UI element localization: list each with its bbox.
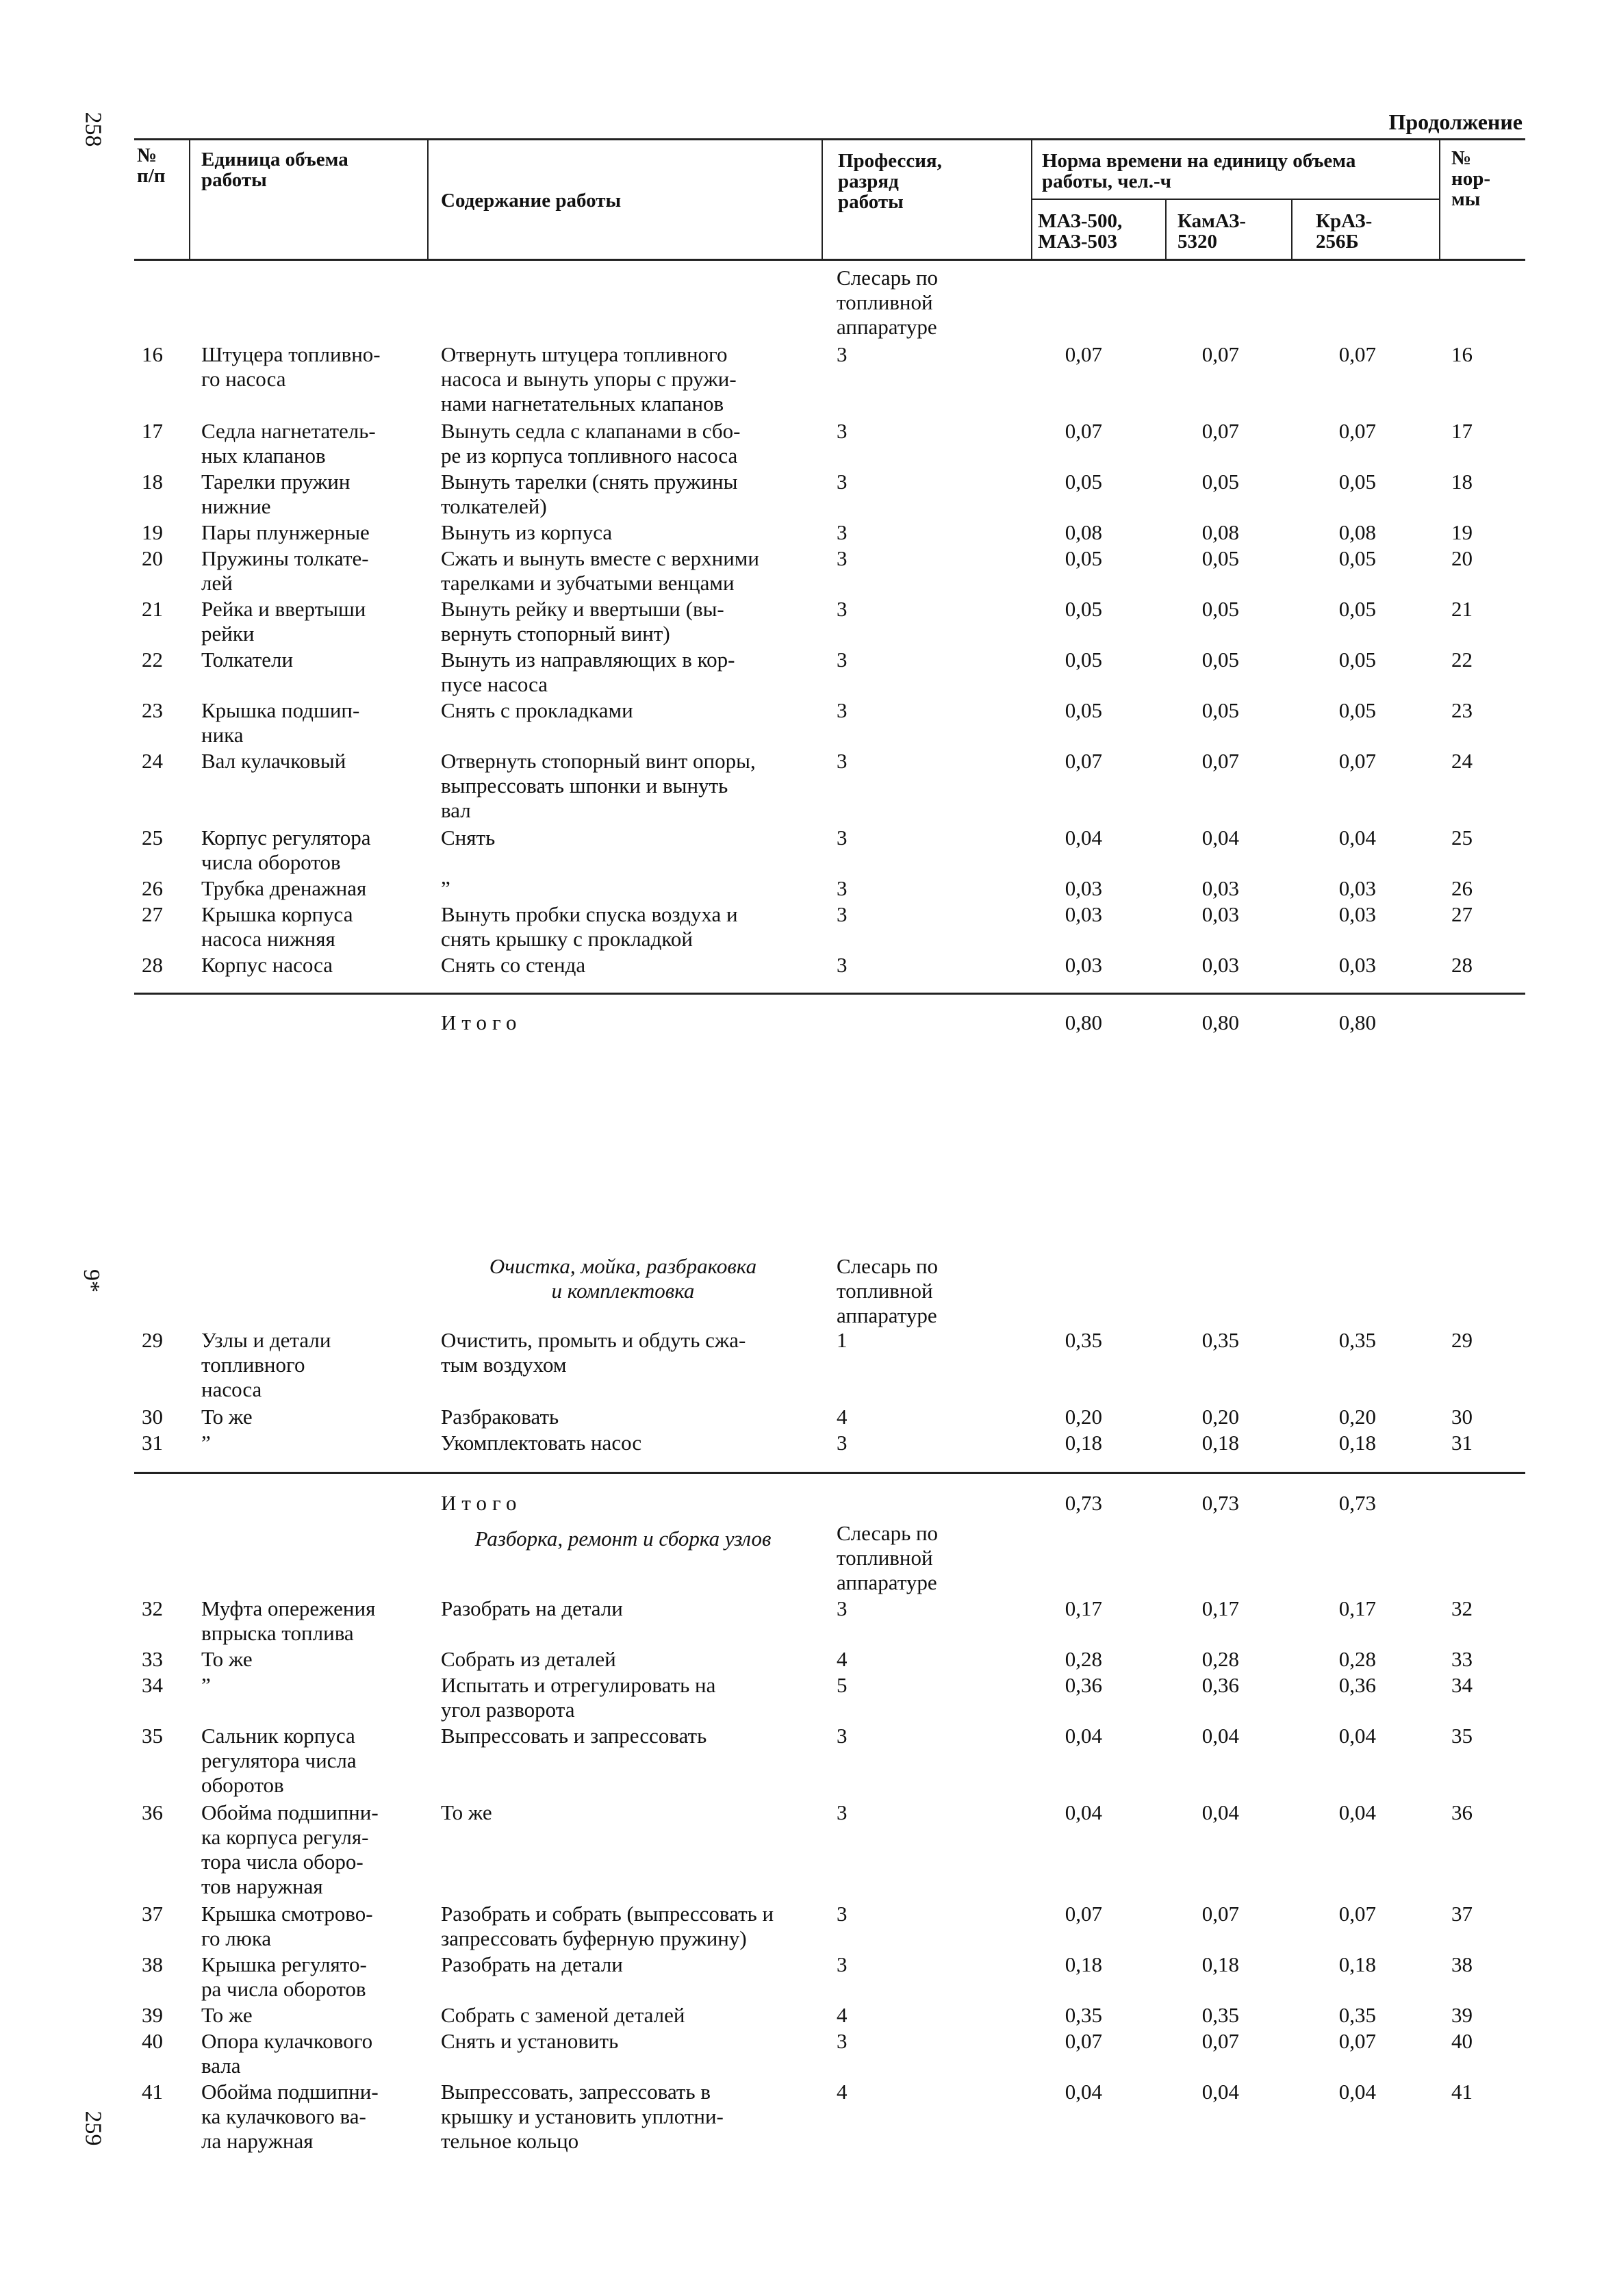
row-norm-number: 41 [1451, 2080, 1473, 2104]
row-maz: 0,07 [1065, 749, 1102, 773]
row-grade: 3 [837, 520, 848, 544]
header-divider-1 [189, 138, 190, 259]
row-number: 21 [142, 597, 163, 621]
row-maz: 0,18 [1065, 1952, 1102, 1976]
row-kamaz: 0,08 [1201, 520, 1239, 544]
row-grade: 3 [837, 953, 848, 977]
row-kraz: 0,03 [1338, 953, 1376, 977]
row-number: 25 [142, 826, 163, 850]
row-kamaz: 0,36 [1201, 1673, 1239, 1697]
row-number: 19 [142, 520, 163, 544]
row-grade: 4 [837, 1405, 848, 1429]
row-kamaz: 0,05 [1201, 648, 1239, 672]
row-unit: Трубка дренажная [201, 876, 367, 900]
header-divider-2 [427, 138, 429, 259]
header-kamaz: КамАЗ- 5320 [1177, 210, 1247, 253]
row-grade: 1 [837, 1328, 848, 1352]
header-kraz: КрАЗ- 256Б [1316, 210, 1373, 253]
row-unit: Крышка подшип- ника [201, 698, 360, 747]
row-unit: Корпус регулятора числа оборотов [201, 826, 371, 874]
row-unit: Муфта опережения впрыска топлива [201, 1596, 376, 1645]
row-maz: 0,35 [1065, 2003, 1102, 2027]
row-number: 36 [142, 1800, 163, 1824]
page-number-top: 258 [80, 112, 106, 147]
row-norm-number: 17 [1451, 419, 1473, 443]
row-grade: 3 [837, 1596, 848, 1620]
row-kamaz: 0,07 [1201, 419, 1239, 443]
row-norm-number: 36 [1451, 1800, 1473, 1824]
header-norm: Норма времени на единицу объема работы, чел.-ч [1042, 150, 1356, 192]
row-number: 31 [142, 1431, 163, 1455]
row-maz: 0,17 [1065, 1596, 1102, 1620]
row-grade: 3 [837, 1724, 848, 1748]
row-number: 37 [142, 1902, 163, 1926]
section-title: Разборка, ремонт и сборка узлов [474, 1527, 772, 1551]
row-number: 33 [142, 1647, 163, 1671]
row-number: 40 [142, 2029, 163, 2053]
row-kamaz: 0,18 [1201, 1952, 1239, 1976]
row-maz: 0,05 [1065, 648, 1102, 672]
row-content: Выпрессовать, запрессовать в крышку и установить уплотни- тельное кольцо [441, 2080, 724, 2153]
row-content: Сжать и вынуть вместе с верхними тарелками и зубчатыми венцами [441, 546, 759, 595]
row-maz: 0,28 [1065, 1647, 1102, 1671]
row-grade: 3 [837, 1952, 848, 1976]
row-kraz: 0,07 [1338, 749, 1376, 773]
row-content: Снять [441, 826, 496, 850]
row-kamaz: 0,05 [1201, 597, 1239, 621]
row-kamaz: 0,04 [1201, 826, 1239, 850]
row-unit: Рейка и ввертыши рейки [201, 597, 366, 646]
row-norm-number: 28 [1451, 953, 1473, 977]
total-kamaz: 0,80 [1201, 1010, 1239, 1034]
row-unit: Толкатели [201, 648, 294, 672]
header-divider-7 [1439, 138, 1440, 259]
row-norm-number: 35 [1451, 1724, 1473, 1748]
row-content: Вынуть пробки спуска воздуха и снять крышку с прокладкой [441, 902, 738, 951]
row-kamaz: 0,03 [1201, 876, 1239, 900]
page-number-middle: 9* [79, 1269, 104, 1292]
row-number: 41 [142, 2080, 163, 2104]
row-kamaz: 0,05 [1201, 698, 1239, 722]
row-maz: 0,04 [1065, 1800, 1102, 1824]
row-kamaz: 0,05 [1201, 546, 1239, 570]
header-unit: Единица объема работы [201, 149, 348, 191]
row-norm-number: 39 [1451, 2003, 1473, 2027]
row-unit: Крышка смотрово- го люка [201, 1902, 373, 1950]
row-norm-number: 27 [1451, 902, 1473, 926]
row-norm-number: 18 [1451, 470, 1473, 494]
total-rule [134, 993, 1525, 995]
row-maz: 0,07 [1065, 419, 1102, 443]
row-grade: 4 [837, 2080, 848, 2104]
row-unit: Пары плунжерные [201, 520, 370, 544]
header-bottom-rule [134, 259, 1525, 261]
row-unit: Узлы и детали топливного насоса [201, 1328, 331, 1401]
total-maz: 0,80 [1065, 1010, 1102, 1034]
row-content: То же [441, 1800, 492, 1824]
row-norm-number: 38 [1451, 1952, 1473, 1976]
row-unit: Тарелки пружин нижние [201, 470, 351, 518]
row-content: Разобрать на детали [441, 1952, 623, 1976]
row-number: 34 [142, 1673, 163, 1697]
row-maz: 0,05 [1065, 546, 1102, 570]
row-kraz: 0,18 [1338, 1952, 1376, 1976]
row-content: Вынуть из направляющих в кор- пусе насоса [441, 648, 735, 696]
row-content: Выпрессовать и запрессовать [441, 1724, 707, 1748]
row-kraz: 0,04 [1338, 826, 1376, 850]
row-kraz: 0,03 [1338, 902, 1376, 926]
row-grade: 3 [837, 1902, 848, 1926]
row-grade: 3 [837, 648, 848, 672]
row-content: Собрать с заменой деталей [441, 2003, 685, 2027]
header-top-rule [134, 138, 1525, 140]
row-content: Снять и установить [441, 2029, 619, 2053]
row-norm-number: 23 [1451, 698, 1473, 722]
row-maz: 0,07 [1065, 2029, 1102, 2053]
row-kamaz: 0,17 [1201, 1596, 1239, 1620]
row-kamaz: 0,28 [1201, 1647, 1239, 1671]
header-divider-5 [1165, 199, 1167, 259]
row-content: Снять со стенда [441, 953, 586, 977]
total-kraz: 0,80 [1338, 1010, 1376, 1034]
row-number: 16 [142, 342, 163, 366]
row-content: Вынуть рейку и ввертыши (вы- вернуть стопорный винт) [441, 597, 724, 646]
row-number: 27 [142, 902, 163, 926]
row-grade: 3 [837, 546, 848, 570]
row-content: Очистить, промыть и обдуть сжа- тым воздухом [441, 1328, 746, 1377]
row-norm-number: 20 [1451, 546, 1473, 570]
row-grade: 3 [837, 2029, 848, 2053]
page-number-bottom: 259 [80, 2110, 106, 2146]
row-maz: 0,03 [1065, 876, 1102, 900]
row-kraz: 0,07 [1338, 419, 1376, 443]
row-kamaz: 0,18 [1201, 1431, 1239, 1455]
row-number: 20 [142, 546, 163, 570]
header-norm-no: № нор- мы [1451, 147, 1490, 210]
row-kraz: 0,03 [1338, 876, 1376, 900]
row-grade: 3 [837, 826, 848, 850]
row-grade: 3 [837, 419, 848, 443]
row-maz: 0,03 [1065, 902, 1102, 926]
row-grade: 3 [837, 1800, 848, 1824]
total-rule [134, 1472, 1525, 1474]
row-kraz: 0,04 [1338, 2080, 1376, 2104]
row-kraz: 0,07 [1338, 1902, 1376, 1926]
row-kraz: 0,35 [1338, 2003, 1376, 2027]
row-number: 38 [142, 1952, 163, 1976]
header-profession: Профессия, разряд работы [838, 150, 942, 213]
row-grade: 4 [837, 2003, 848, 2027]
row-kraz: 0,05 [1338, 698, 1376, 722]
row-grade: 3 [837, 876, 848, 900]
row-unit: Крышка регулято- ра числа оборотов [201, 1952, 367, 2001]
row-grade: 3 [837, 749, 848, 773]
row-norm-number: 40 [1451, 2029, 1473, 2053]
row-grade: 3 [837, 902, 848, 926]
row-maz: 0,18 [1065, 1431, 1102, 1455]
header-divider-6 [1291, 199, 1293, 259]
header-divider-3 [822, 138, 823, 259]
row-kamaz: 0,04 [1201, 2080, 1239, 2104]
row-kraz: 0,05 [1338, 546, 1376, 570]
row-norm-number: 33 [1451, 1647, 1473, 1671]
row-norm-number: 26 [1451, 876, 1473, 900]
row-unit: Корпус насоса [201, 953, 333, 977]
row-norm-number: 30 [1451, 1405, 1473, 1429]
row-content: Разобрать и собрать (выпрессовать и запрессовать буферную пружину) [441, 1902, 774, 1950]
row-unit: То же [201, 2003, 253, 2027]
row-unit: То же [201, 1405, 253, 1429]
total-label: Итого [441, 1010, 522, 1034]
header-content: Содержание работы [441, 190, 622, 212]
total-maz: 0,73 [1065, 1491, 1102, 1515]
row-unit: Штуцера топливно- го насоса [201, 342, 381, 391]
header-divider-4 [1031, 138, 1032, 259]
row-grade: 3 [837, 597, 848, 621]
row-grade: 3 [837, 698, 848, 722]
section-profession: Слесарь по топливной аппаратуре [837, 266, 939, 339]
row-content: Вынуть из корпуса [441, 520, 613, 544]
row-content: Вынуть тарелки (снять пружины толкателей) [441, 470, 738, 518]
row-content: Укомплектовать насос [441, 1431, 642, 1455]
row-maz: 0,35 [1065, 1328, 1102, 1352]
row-number: 26 [142, 876, 163, 900]
row-kraz: 0,36 [1338, 1673, 1376, 1697]
row-kraz: 0,17 [1338, 1596, 1376, 1620]
row-unit: Седла нагнетатель- ных клапанов [201, 419, 376, 468]
section-title: Очистка, мойка, разбраковка и комплектовка [489, 1254, 757, 1303]
row-number: 23 [142, 698, 163, 722]
row-kraz: 0,18 [1338, 1431, 1376, 1455]
row-norm-number: 21 [1451, 597, 1473, 621]
row-maz: 0,20 [1065, 1405, 1102, 1429]
row-kamaz: 0,04 [1201, 1724, 1239, 1748]
row-norm-number: 31 [1451, 1431, 1473, 1455]
row-norm-number: 37 [1451, 1902, 1473, 1926]
row-kraz: 0,05 [1338, 597, 1376, 621]
row-norm-number: 34 [1451, 1673, 1473, 1697]
row-unit: ” [201, 1431, 211, 1455]
row-norm-number: 25 [1451, 826, 1473, 850]
row-grade: 5 [837, 1673, 848, 1697]
row-grade: 4 [837, 1647, 848, 1671]
row-kraz: 0,08 [1338, 520, 1376, 544]
row-maz: 0,05 [1065, 470, 1102, 494]
section-profession: Слесарь по топливной аппаратуре [837, 1521, 939, 1594]
row-kraz: 0,07 [1338, 342, 1376, 366]
row-norm-number: 22 [1451, 648, 1473, 672]
row-number: 35 [142, 1724, 163, 1748]
row-maz: 0,07 [1065, 342, 1102, 366]
row-content: ” [441, 876, 450, 900]
row-number: 24 [142, 749, 163, 773]
header-norm-subrule [1031, 199, 1439, 200]
row-unit: Вал кулачковый [201, 749, 346, 773]
row-unit: Пружины толкате- лей [201, 546, 369, 595]
row-number: 39 [142, 2003, 163, 2027]
row-kamaz: 0,07 [1201, 342, 1239, 366]
row-content: Вынуть седла с клапанами в сбо- ре из корпуса топливного насоса [441, 419, 741, 468]
row-kamaz: 0,03 [1201, 953, 1239, 977]
row-kamaz: 0,20 [1201, 1405, 1239, 1429]
row-number: 30 [142, 1405, 163, 1429]
row-unit: То же [201, 1647, 253, 1671]
row-unit: ” [201, 1673, 211, 1697]
row-content: Отвернуть стопорный винт опоры, выпрессовать шпонки и вынуть вал [441, 749, 756, 822]
row-number: 18 [142, 470, 163, 494]
row-kamaz: 0,05 [1201, 470, 1239, 494]
row-kamaz: 0,07 [1201, 1902, 1239, 1926]
row-maz: 0,05 [1065, 597, 1102, 621]
row-unit: Опора кулачкового вала [201, 2029, 373, 2078]
row-kraz: 0,20 [1338, 1405, 1376, 1429]
row-content: Отвернуть штуцера топливного насоса и вынуть упоры с пружи- нами нагнетательных клапанов [441, 342, 737, 416]
row-content: Собрать из деталей [441, 1647, 616, 1671]
row-kraz: 0,05 [1338, 648, 1376, 672]
row-kamaz: 0,07 [1201, 2029, 1239, 2053]
total-kraz: 0,73 [1338, 1491, 1376, 1515]
row-kraz: 0,28 [1338, 1647, 1376, 1671]
row-maz: 0,04 [1065, 826, 1102, 850]
row-number: 32 [142, 1596, 163, 1620]
row-kraz: 0,04 [1338, 1800, 1376, 1824]
row-number: 17 [142, 419, 163, 443]
row-norm-number: 24 [1451, 749, 1473, 773]
row-number: 22 [142, 648, 163, 672]
total-kamaz: 0,73 [1201, 1491, 1239, 1515]
row-maz: 0,36 [1065, 1673, 1102, 1697]
row-norm-number: 32 [1451, 1596, 1473, 1620]
total-label: Итого [441, 1491, 522, 1515]
row-maz: 0,03 [1065, 953, 1102, 977]
row-content: Испытать и отрегулировать на угол разворота [441, 1673, 716, 1722]
row-kraz: 0,04 [1338, 1724, 1376, 1748]
row-grade: 3 [837, 342, 848, 366]
row-unit: Сальник корпуса регулятора числа оборотов [201, 1724, 357, 1797]
row-number: 29 [142, 1328, 163, 1352]
row-content: Разобрать на детали [441, 1596, 623, 1620]
header-maz: МАЗ-500, МАЗ-503 [1038, 210, 1123, 253]
row-kamaz: 0,04 [1201, 1800, 1239, 1824]
section-profession: Слесарь по топливной аппаратуре [837, 1254, 939, 1327]
row-unit: Обойма подшипни- ка корпуса регуля- тора числа оборо- тов наружная [201, 1800, 379, 1898]
row-content: Снять с прокладками [441, 698, 633, 722]
row-norm-number: 29 [1451, 1328, 1473, 1352]
row-kraz: 0,05 [1338, 470, 1376, 494]
row-norm-number: 19 [1451, 520, 1473, 544]
row-kamaz: 0,07 [1201, 749, 1239, 773]
row-grade: 3 [837, 1431, 848, 1455]
row-kamaz: 0,35 [1201, 1328, 1239, 1352]
row-maz: 0,07 [1065, 1902, 1102, 1926]
row-kamaz: 0,03 [1201, 902, 1239, 926]
row-norm-number: 16 [1451, 342, 1473, 366]
row-grade: 3 [837, 470, 848, 494]
header-no: № п/п [137, 144, 166, 187]
row-maz: 0,05 [1065, 698, 1102, 722]
row-content: Разбраковать [441, 1405, 559, 1429]
row-maz: 0,08 [1065, 520, 1102, 544]
row-kraz: 0,07 [1338, 2029, 1376, 2053]
row-maz: 0,04 [1065, 2080, 1102, 2104]
row-unit: Крышка корпуса насоса нижняя [201, 902, 353, 951]
row-maz: 0,04 [1065, 1724, 1102, 1748]
row-kamaz: 0,35 [1201, 2003, 1239, 2027]
continuation-label: Продолжение [1388, 110, 1523, 134]
row-number: 28 [142, 953, 163, 977]
row-unit: Обойма подшипни- ка кулачкового ва- ла наружная [201, 2080, 379, 2153]
row-kraz: 0,35 [1338, 1328, 1376, 1352]
